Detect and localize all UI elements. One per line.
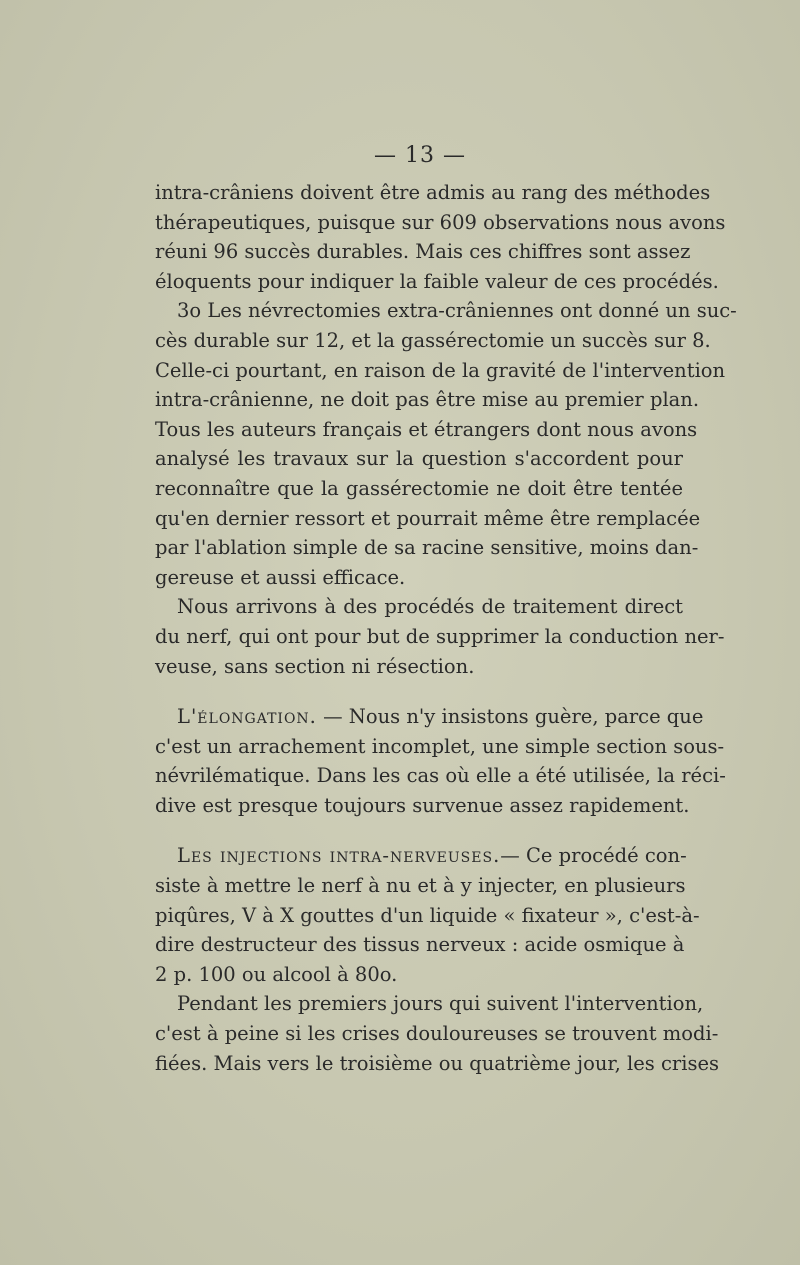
text-line: cès durable sur 12, et la gassérectomie un succès sur 8.	[155, 328, 711, 352]
text-line: 3o Les névrectomies extra-crâniennes ont donné un suc-	[177, 299, 737, 323]
section-heading-elongation: L'élongation.	[177, 705, 317, 729]
text-line: Pendant les premiers jours qui suivent l'intervention,	[177, 992, 704, 1016]
text-line: qu'en dernier ressort et pourrait même être remplacée	[155, 506, 701, 530]
text-line: c'est à peine si les crises douloureuses se trouvent modi-	[155, 1022, 719, 1046]
section-heading-injections: Les injections intra-nerveuses.	[177, 844, 501, 868]
text-line: intra-crânienne, ne doit pas être mise au premier plan.	[155, 388, 700, 412]
text-line: piqûres, V à X gouttes d'un liquide « fixateur », c'est-à-	[155, 903, 700, 927]
paragraph-1	[155, 178, 726, 296]
text-line: Celle-ci pourtant, en raison de la gravité de l'intervention	[155, 358, 726, 382]
text-line: veuse, sans section ni résection.	[155, 654, 475, 678]
text-line: intra-crâniens doivent être admis au rang des méthodes	[155, 181, 711, 204]
body-text	[155, 178, 737, 1078]
paragraph-3	[155, 592, 725, 681]
paragraph-2	[155, 296, 737, 592]
text-line: 2 p. 100 ou alcool à 80o.	[155, 962, 398, 986]
text-line: Nous arrivons à des procédés de traitement direct	[177, 595, 683, 619]
text-line-with-heading	[155, 702, 704, 732]
text-line: réuni 96 succès durables. Mais ces chiffres sont assez	[155, 240, 691, 264]
text-line: siste à mettre le nerf à nu et à y injecter, en plusieurs	[155, 874, 686, 898]
text-line: Tous les auteurs français et étrangers dont nous avons	[155, 417, 698, 441]
paragraph-gap	[155, 820, 683, 841]
text-line: — Ce procédé con-	[500, 844, 687, 868]
text-line: éloquents pour indiquer la faible valeur de ces procédés.	[155, 269, 719, 293]
page-number: — 13 —	[374, 143, 466, 168]
text-line-with-heading	[155, 841, 687, 871]
text-line: dive est presque toujours survenue assez rapidement.	[155, 793, 690, 817]
text-line: analysé les travaux sur la question s'accordent pour	[155, 447, 683, 471]
text-line: par l'ablation simple de sa racine sensitive, moins dan-	[155, 536, 699, 560]
text-line: dire destructeur des tissus nerveux : acide osmique à	[155, 933, 685, 957]
paragraph-gap	[155, 681, 683, 702]
text-line: thérapeutiques, puisque sur 609 observations nous avons	[155, 210, 726, 234]
text-line: c'est un arrachement incomplet, une simple section sous-	[155, 734, 725, 758]
text-line: gereuse et aussi efficace.	[155, 565, 406, 589]
paragraph-elongation	[155, 702, 726, 820]
text-line: — Nous n'y insistons guère, parce que	[316, 705, 704, 729]
text-line: du nerf, qui ont pour but de supprimer la conduction ner-	[155, 624, 725, 648]
paragraph-injections	[155, 841, 700, 989]
text-line: névrilématique. Dans les cas où elle a été utilisée, la réci-	[155, 764, 726, 788]
text-line: fiées. Mais vers le troisième ou quatrième jour, les crises	[155, 1051, 719, 1075]
paragraph-6	[155, 989, 719, 1078]
text-line: reconnaître que la gassérectomie ne doit être tentée	[155, 476, 683, 500]
